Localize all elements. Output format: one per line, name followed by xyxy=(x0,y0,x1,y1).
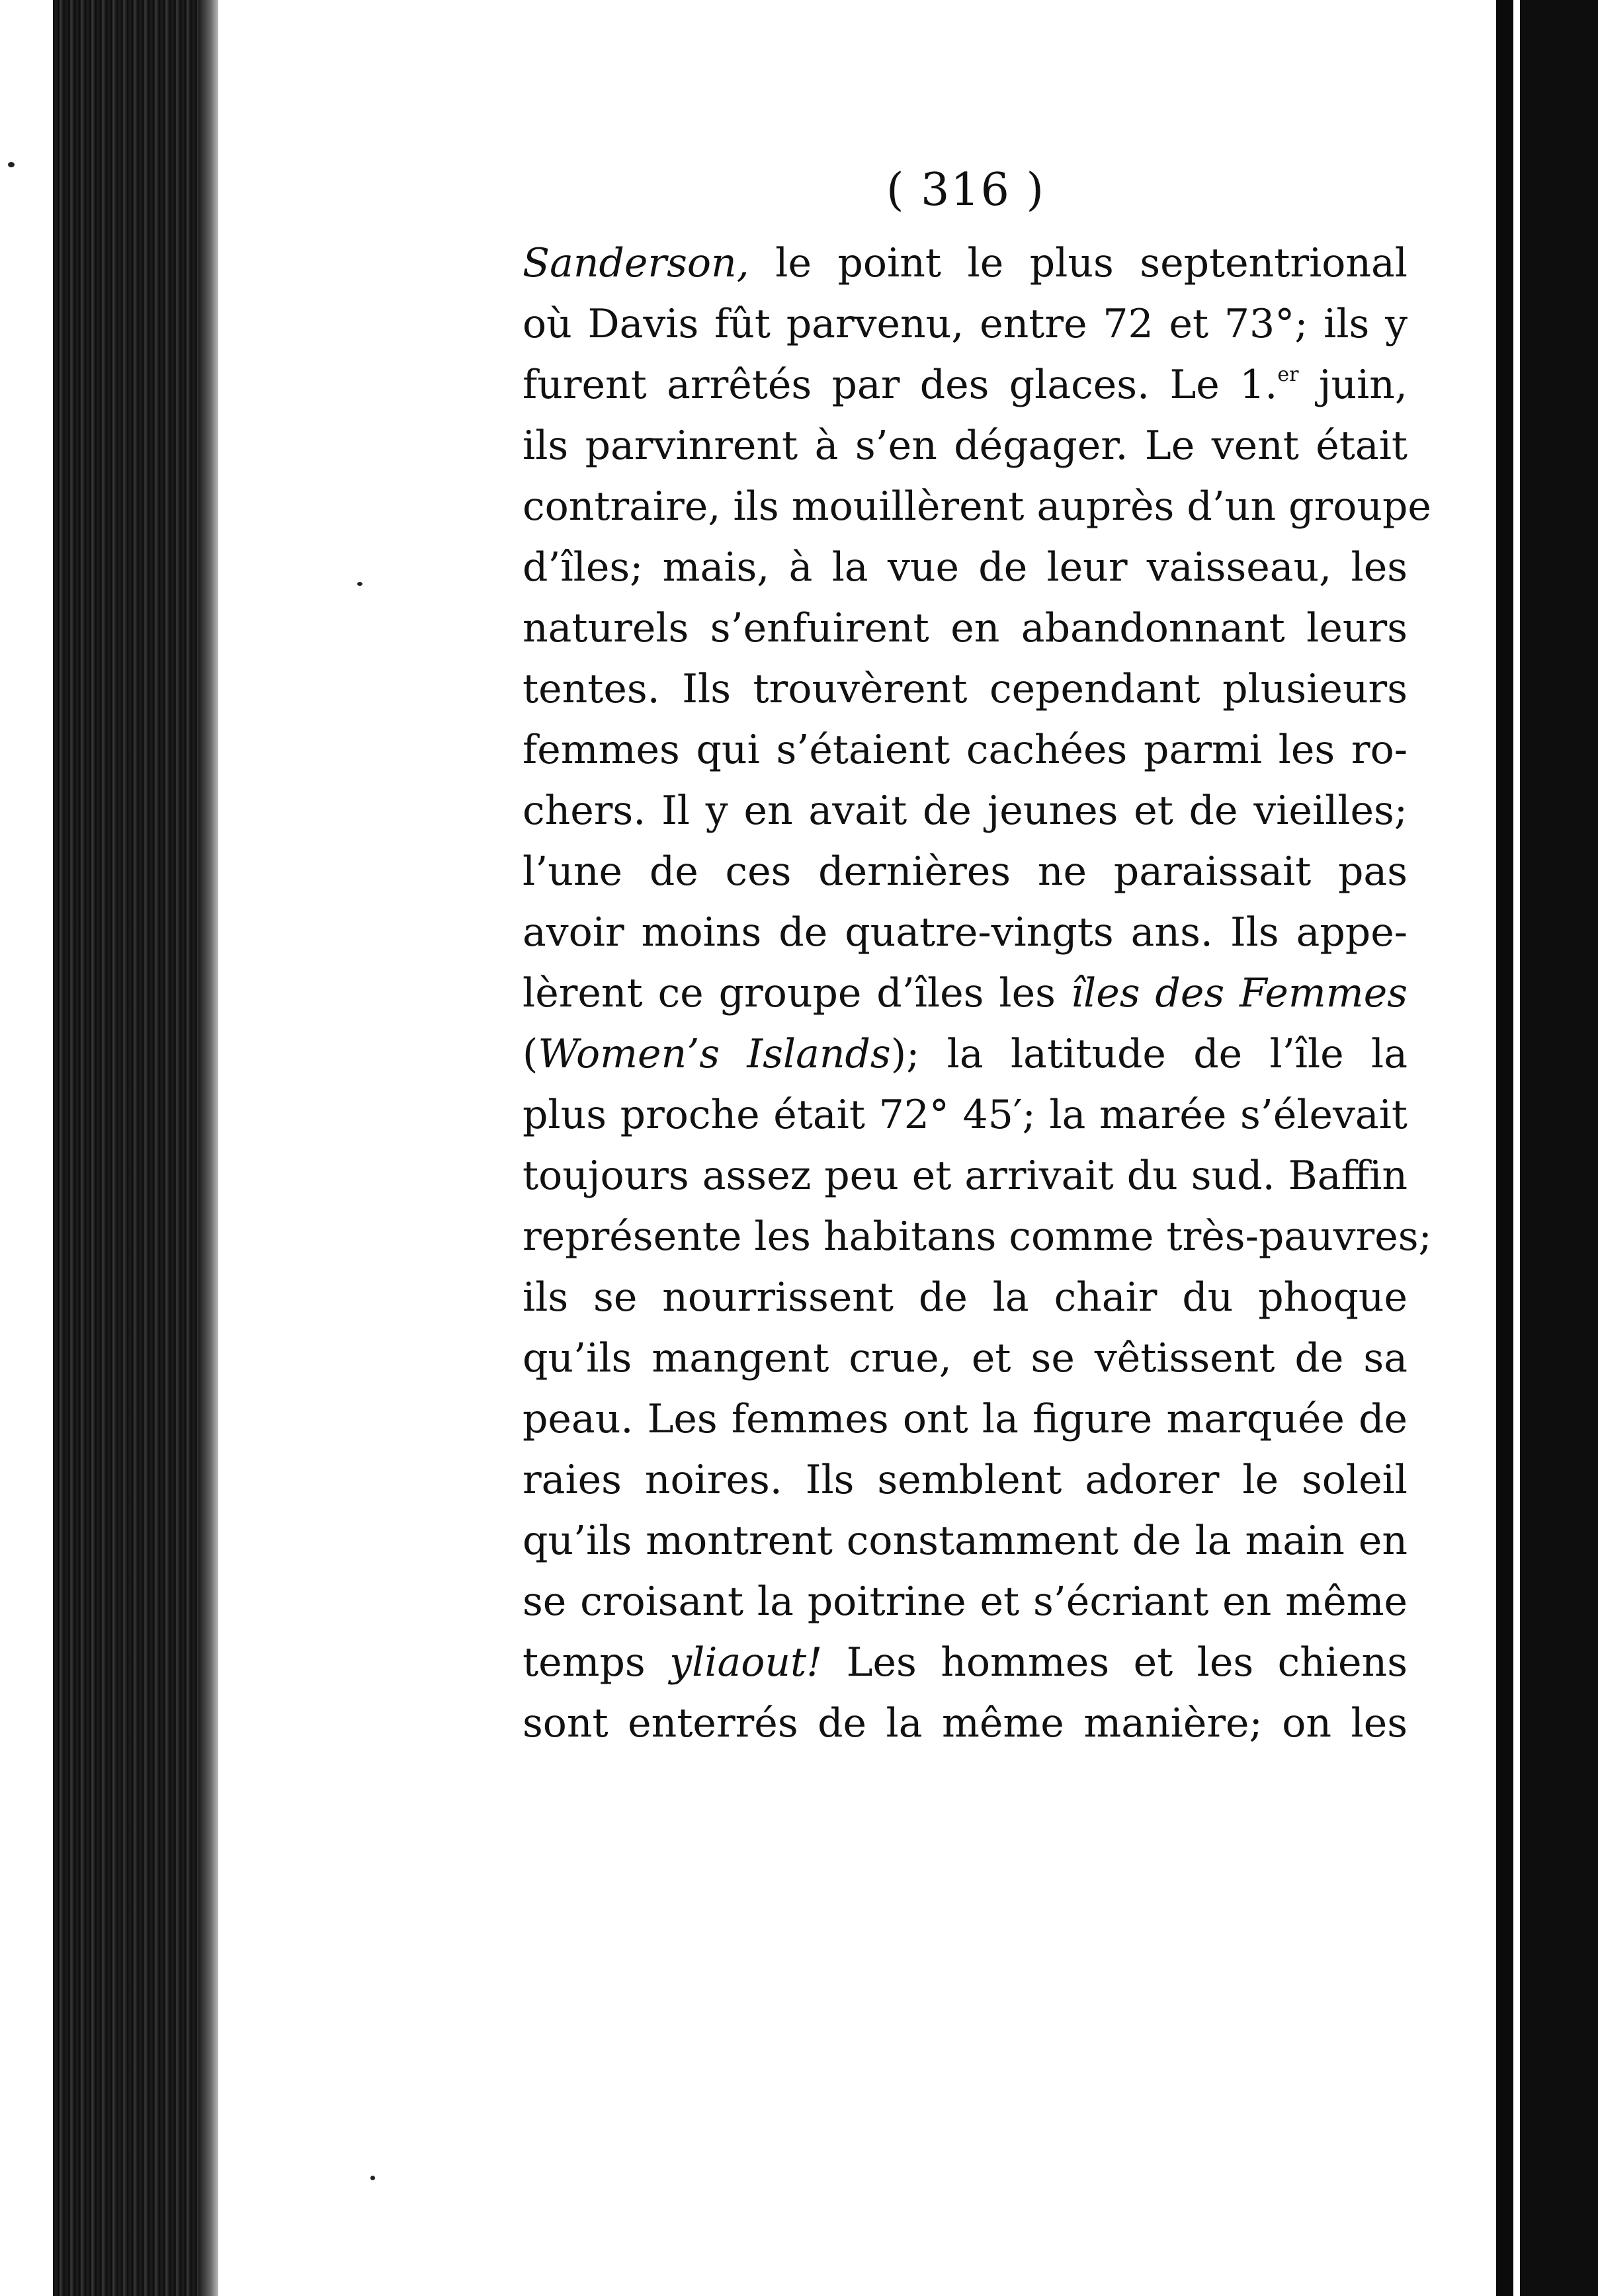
text-line xyxy=(523,780,1408,841)
spine-edge-gradient xyxy=(198,0,218,2296)
text-line xyxy=(523,1510,1408,1571)
text-run: naturels s’enfuirent en abandonnant leurs xyxy=(523,605,1408,651)
text-run: avoir moins de quatre-vingts ans. Ils appe- xyxy=(523,909,1408,956)
italic-text: yliaout! xyxy=(669,1639,823,1686)
scan-margin-left xyxy=(0,0,53,2296)
text-run: toujours assez peu et arrivait du sud. Baffin xyxy=(523,1153,1408,1199)
text-run: tentes. Ils trouvèrent cependant plusieurs xyxy=(523,666,1408,712)
text-run: l’une de ces dernières ne paraissait pas xyxy=(523,848,1408,895)
text-run: chers. Il y en avait de jeunes et de vieilles; xyxy=(523,788,1408,834)
text-line xyxy=(523,902,1408,963)
text-line xyxy=(523,294,1408,354)
text-run: Les hommes et les chiens xyxy=(822,1639,1408,1686)
text-line xyxy=(523,415,1408,476)
text-line xyxy=(523,1024,1408,1085)
superscript: er xyxy=(1277,363,1299,386)
text-line xyxy=(523,233,1408,294)
text-run: le point le plus septentrional xyxy=(749,240,1408,286)
text-line xyxy=(523,1571,1408,1632)
body-text xyxy=(523,233,1432,1754)
text-run: se croisant la poitrine et s’écriant en même xyxy=(523,1578,1408,1625)
text-run: d’îles; mais, à la vue de leur vaisseau, les xyxy=(523,544,1408,591)
scan-gap xyxy=(1513,0,1520,2296)
text-run: qu’ils mangent crue, et se vêtissent de sa xyxy=(523,1335,1408,1381)
book-spine-shadow xyxy=(53,0,218,2296)
text-line xyxy=(523,963,1408,1024)
text-run: ils parvinrent à s’en dégager. Le vent était xyxy=(523,423,1408,469)
text-run: sont enterrés de la même manière; on les xyxy=(523,1700,1408,1746)
italic-text: Women’s Islands xyxy=(538,1031,891,1077)
text-line xyxy=(523,1693,1408,1754)
text-run: ); la latitude de l’île la xyxy=(890,1031,1408,1077)
text-run: où Davis fût parvenu, entre 72 et 73°; ils y xyxy=(523,301,1408,347)
text-run: temps xyxy=(523,1639,670,1686)
scan-margin-right xyxy=(1520,0,1598,2296)
text-line xyxy=(523,1389,1408,1450)
dust-speck xyxy=(357,582,362,586)
text-line xyxy=(523,1450,1408,1510)
text-run: raies noires. Ils semblent adorer le soleil xyxy=(523,1457,1408,1503)
text-run: représente les habitans comme très-pauvres; xyxy=(523,1213,1432,1260)
text-line xyxy=(523,719,1408,780)
italic-text: îles des Femmes xyxy=(1070,970,1408,1016)
text-line xyxy=(523,659,1408,719)
text-line xyxy=(523,1267,1408,1328)
text-run: ( xyxy=(523,1031,538,1077)
text-run: juin, xyxy=(1298,362,1408,408)
text-run: peau. Les femmes ont la figure marquée de xyxy=(523,1396,1408,1442)
italic-text: Sanderson, xyxy=(523,240,749,286)
text-run: plus proche était 72° 45′; la marée s’élevait xyxy=(523,1092,1408,1138)
text-line xyxy=(523,1145,1408,1206)
text-run: ils se nourrissent de la chair du phoque xyxy=(523,1274,1408,1321)
dust-speck xyxy=(8,162,15,167)
text-line xyxy=(523,1328,1408,1389)
text-line xyxy=(523,1085,1408,1145)
page-number: ( 316 ) xyxy=(886,164,1046,216)
text-run: furent arrêtés par des glaces. Le 1. xyxy=(523,362,1278,408)
text-line xyxy=(523,1632,1408,1693)
text-run: contraire, ils mouillèrent auprès d’un groupe xyxy=(523,483,1431,530)
text-run: qu’ils montrent constamment de la main en xyxy=(523,1518,1408,1564)
text-line xyxy=(523,598,1408,659)
text-line xyxy=(523,537,1408,598)
text-line xyxy=(523,476,1431,537)
text-run: lèrent ce groupe d’îles les xyxy=(523,970,1071,1016)
dust-speck xyxy=(370,2176,375,2180)
text-line xyxy=(523,354,1408,415)
text-line xyxy=(523,841,1408,902)
text-line xyxy=(523,1206,1432,1267)
text-run: femmes qui s’étaient cachées parmi les ro- xyxy=(523,727,1408,773)
page-right-edge xyxy=(1496,0,1513,2296)
